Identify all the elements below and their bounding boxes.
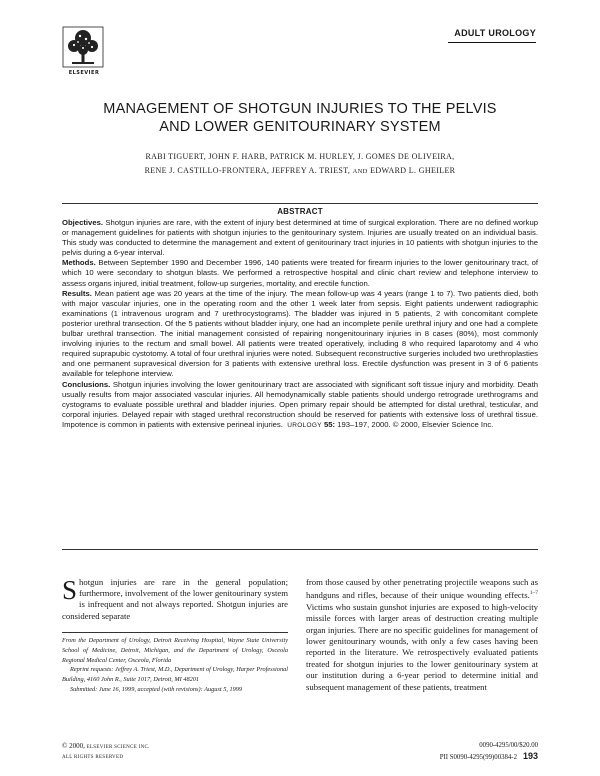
authors-line-1: RABI TIGUERT, JOHN F. HARB, PATRICK M. HURLEY, J. GOMES DE OLIVEIRA, bbox=[145, 152, 455, 161]
footnote-reprint: Reprint requests: Jeffrey A. Triest, M.D., Department of Urology, Harper Professional Building, 4160 John R., Suite 1017, Detroit, MI 48201 bbox=[62, 666, 288, 684]
conclusions-label: Conclusions. bbox=[62, 379, 111, 389]
title-line-1: MANAGEMENT OF SHOTGUN INJURIES TO THE PELVIS bbox=[103, 101, 497, 117]
right-text-a: from those caused by other penetrating projectile weapons such as handguns and rifles, because of their unique wounding effects. bbox=[306, 577, 538, 601]
citation-volume: 55: bbox=[323, 419, 336, 429]
elsevier-tree-logo bbox=[62, 26, 104, 74]
section-rule bbox=[448, 42, 536, 43]
results-text: Mean patient age was 20 years at the time of the injury. The mean follow-up was 4 years (range 1 to 7). Two patients died, both with major vascular injuries, one in the operating room and the other 1 week later from sepsis. Eight patients underwent radiographic examinations (1 intravenous urogram and 7 urethrocystograms). The bladder was injured in 5 patients, 2 with concomitant complete posterior urethral transection. Of the 5 patients without bladder injury, one had an incomplete penile urethral injury and one had a complete bulbar urethral transection. The initial management consisted of repairing nongenitourinary injuries in 8 cases (80%), most commonly involving injuries to the rectum and small bowel. All patients were treated operatively, including 8 who required laparotomy and 4 who required suprapubic cystotomy. A total of four urethral injuries were noted. Subsequent reconstructive surgeries included two urethroplasties and one permanent supravesical diversion for 3 patients with extensive urethral loss. Erectile dysfunction was present in 3 of 6 patients available for telephone interview. bbox=[62, 288, 539, 379]
pii: PII S0090-4295(99)00384-2 bbox=[439, 754, 517, 761]
reference-marker: 1–7 bbox=[529, 590, 538, 597]
results-label: Results. bbox=[62, 288, 92, 298]
section-label: ADULT UROLOGY bbox=[454, 28, 536, 38]
intro-paragraph bbox=[62, 577, 288, 622]
methods-text: Between September 1990 and December 1996, 140 patients were treated for firearm injuries to the lower genitourinary tract, of which 10 were secondary to shotgun blasts. We performed a retrospective hospital and clinic chart review and telephone interview to assess organs injured, initial treatment, follow-up surgeries, mortality, and erectile function. bbox=[62, 258, 539, 288]
abstract-rule-top bbox=[62, 203, 538, 204]
footer-copyright bbox=[62, 741, 150, 763]
footer-identifiers bbox=[440, 741, 538, 763]
conclusions-text: Shotgun injuries involving the lower genitourinary tract are associated with significant soft tissue injury and morbidity. Death usually results from major associated vascular injuries. All hemodynamically stable patients should undergo retrograde urethrograms and cystograms to evaluate possible urethral and bladder injuries. Open primary repair should be attempted for distal urethral, testicular, and corporal injuries. Delayed repair with staged urethral reconstruction should be reserved for patients with extensive loss of urethral tissue. Impotence is common in patients with extensive perineal injuries. bbox=[62, 379, 538, 429]
footnote-affiliation: From the Department of Urology, Detroit Receiving Hospital, Wayne State University School of Medicine, Detroit, Michigan, and the Department of Urology, Osceola Regional Medical Center, Osceola, Florida bbox=[62, 637, 288, 664]
copyright-year: © 2000, bbox=[62, 742, 85, 750]
right-text-b: Victims who sustain gunshot injuries are exposed to high-velocity missile forces with larger areas of destruction creating multiple organ injuries. There are no specific guidelines for management of lower genitourinary wounds, with only a few cases having been reported in the literature. We retrospectively evaluated patients treated for shotgun injuries to the lower genitourinary system at our institution during a 6-year period to determine initial and subsequent management of these patients, treatment bbox=[306, 601, 538, 692]
abstract-methods bbox=[62, 258, 538, 288]
abstract-body bbox=[62, 218, 538, 431]
authors-line-2b: EDWARD L. GHEILER bbox=[370, 166, 456, 175]
dropcap: S bbox=[62, 575, 78, 605]
page-number: 193 bbox=[522, 751, 538, 761]
publisher-wordmark: ELSEVIER bbox=[68, 70, 100, 76]
copyright-publisher: ELSEVIER SCIENCE INC. bbox=[86, 745, 150, 750]
objectives-text: Shotgun injuries are rare, with the extent of injury best determined at time of surgical exploration. There are no defined workup or management guidelines for patients with shotgun injuries to the genitourinary system. Injuries are usually treated on an individual basis. This study was conducted to determine the management and extent of genitourinary tract injuries in 10 patients with shotgun injuries to the pelvis during a 6-year interval. bbox=[62, 218, 538, 258]
authors-line-2a: RENE J. CASTILLO-FRONTERA, JEFFREY A. TRIEST, bbox=[144, 166, 351, 175]
abstract-heading: ABSTRACT bbox=[277, 207, 323, 216]
abstract-conclusions bbox=[62, 380, 538, 431]
issn: 0090-4295/00/$20.00 bbox=[479, 742, 538, 749]
methods-label: Methods. bbox=[62, 258, 96, 268]
abstract-objectives bbox=[62, 218, 538, 258]
footnotes bbox=[62, 636, 288, 695]
abstract-rule-bottom bbox=[62, 549, 538, 550]
authors-and: AND bbox=[352, 168, 368, 175]
rights-reserved: ALL RIGHTS RESERVED bbox=[62, 755, 124, 760]
citation-journal: UROLOGY bbox=[287, 421, 322, 429]
authors-line-2 bbox=[60, 164, 540, 179]
body-column-right bbox=[306, 577, 538, 693]
citation-rest: 193–197, 2000. © 2000, Elsevier Science Inc. bbox=[337, 419, 494, 429]
abstract-results bbox=[62, 289, 538, 380]
objectives-label: Objectives. bbox=[62, 218, 104, 227]
body-paragraph-right bbox=[306, 577, 538, 693]
intro-text: hotgun injuries are rare in the general population; furthermore, involvement of the lower genitourinary system is infrequent and not always reported. Shotgun injuries are considered separate bbox=[62, 577, 288, 621]
footnote-rule bbox=[62, 632, 288, 633]
author-list bbox=[60, 150, 540, 179]
title-line-2: AND LOWER GENITOURINARY SYSTEM bbox=[159, 119, 441, 135]
footnote-submitted: Submitted: June 16, 1999, accepted (with revisions): August 5, 1999 bbox=[70, 685, 243, 693]
article-title bbox=[60, 100, 540, 136]
body-column-left bbox=[62, 577, 288, 622]
